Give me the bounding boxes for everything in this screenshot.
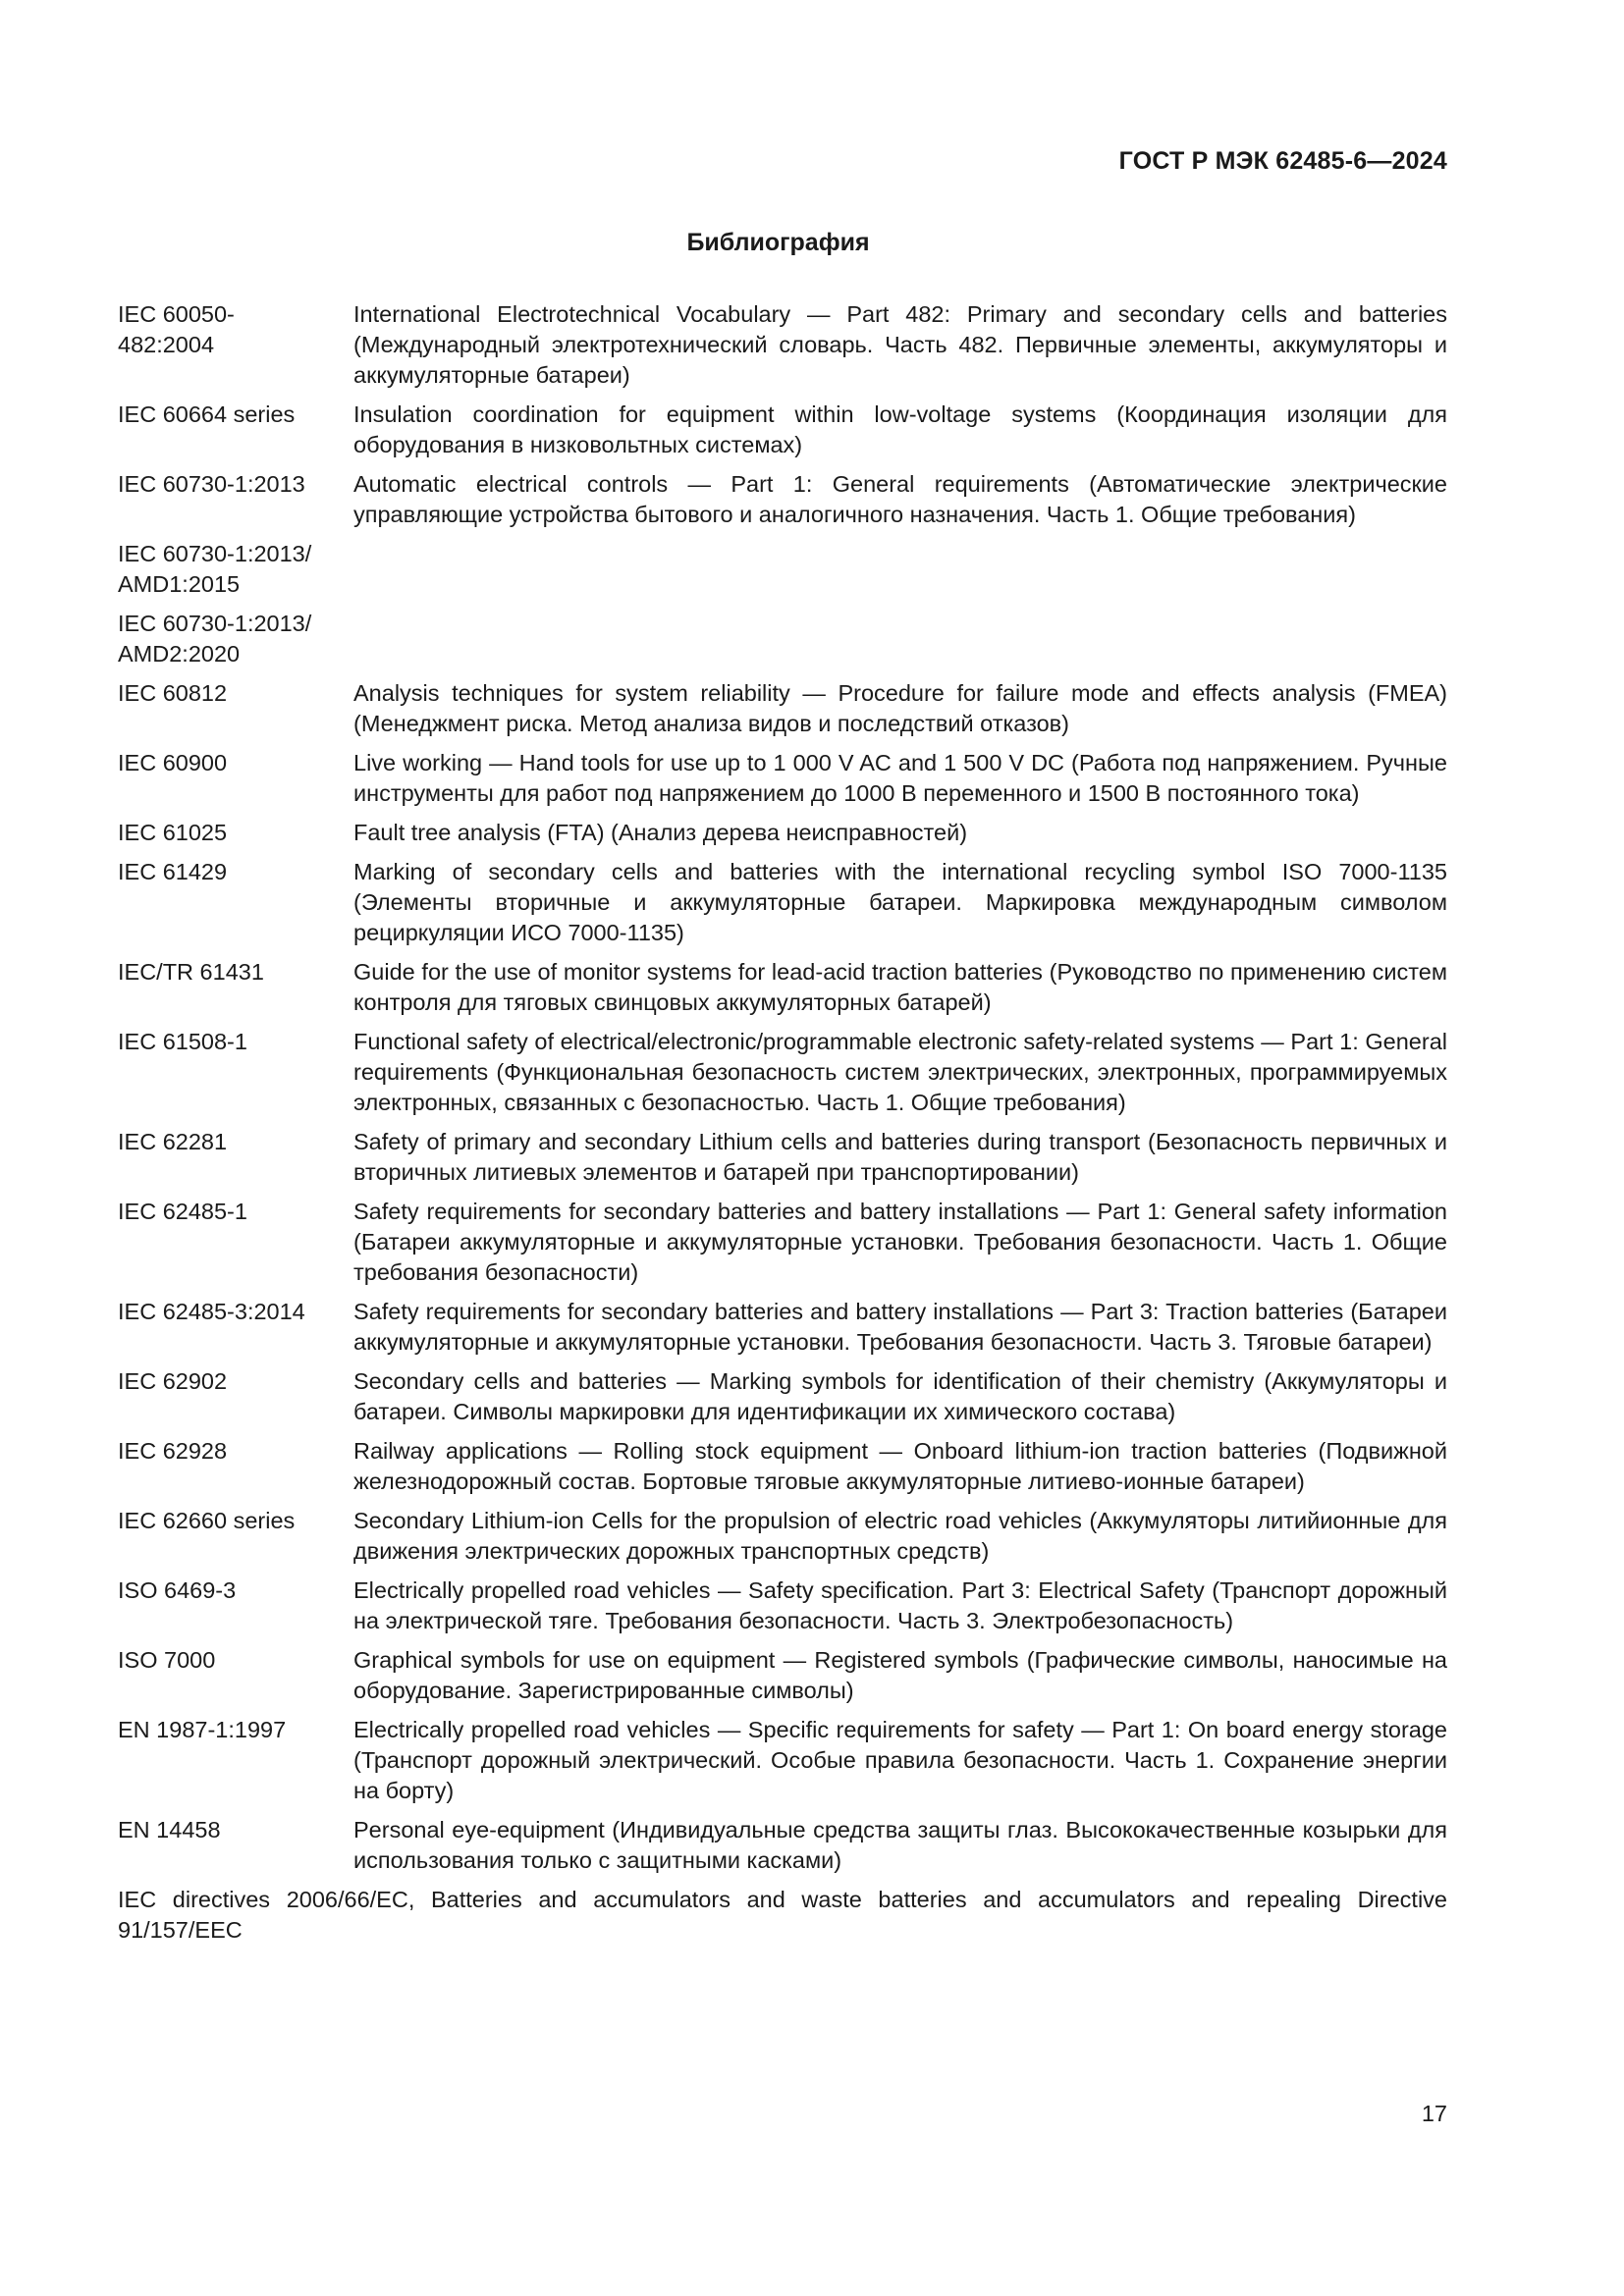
reference-title: Fault tree analysis (FTA) (Анализ дерева неисправностей) [353, 820, 968, 845]
reference-row [118, 1436, 1447, 1497]
reference-row [118, 1366, 1447, 1427]
reference-row [118, 1027, 1447, 1118]
reference-code: ISO 7000 [118, 1647, 216, 1673]
reference-code: IEC 60730-1:2013/ AMD1:2015 [118, 541, 312, 597]
reference-code: IEC 61508-1 [118, 1029, 247, 1054]
section-title: Библиография [686, 229, 870, 256]
page-number: 17 [1421, 2101, 1447, 2126]
reference-code: IEC 62485-1 [118, 1199, 247, 1224]
reference-code: IEC 60900 [118, 750, 228, 775]
reference-row [118, 1127, 1447, 1188]
reference-title: Safety requirements for secondary batteries and battery installations — Part 3: Traction batteries (Батареи аккумуляторные и аккумуляторные установки. Требования безопасности. Часть 3. Тяговые батареи) [353, 1299, 1447, 1355]
reference-title: Guide for the use of monitor systems for lead-acid traction batteries (Руководство по применению систем контроля для тяговых свинцовых аккумуляторных батарей) [353, 959, 1447, 1015]
reference-row [118, 469, 1447, 530]
reference-row [118, 539, 1447, 600]
reference-title: Personal eye-equipment (Индивидуальные средства защиты глаз. Высококачественные козырьки для использования только с защитными касками) [353, 1817, 1447, 1873]
reference-code: IEC 62485-3:2014 [118, 1299, 305, 1324]
reference-row [118, 1815, 1447, 1876]
reference-title: Analysis techniques for system reliability — Procedure for failure mode and effects analysis (FMEA) (Менеджмент риска. Метод анализа видов и последствий отказов) [353, 680, 1447, 736]
reference-title: Electrically propelled road vehicles — Specific requirements for safety — Part 1: On board energy storage (Транспорт дорожный электрический. Особые правила безопасности. Часть 1. Сохранение энергии на борту) [353, 1717, 1447, 1803]
reference-title: Secondary Lithium-ion Cells for the propulsion of electric road vehicles (Аккумуляторы литийионные для движения электрических дорожных транспортных средств) [353, 1508, 1447, 1564]
bibliography-list [118, 299, 1447, 1946]
reference-code: IEC 60664 series [118, 401, 296, 427]
reference-code: IEC 62928 [118, 1438, 228, 1464]
reference-title: Marking of secondary cells and batteries with the international recycling symbol ISO 7000-1135 (Элементы вторичные и аккумуляторные батареи. Маркировка международным символом рециркуляции ИСО 7000-1135) [353, 859, 1447, 945]
reference-code: ISO 6469-3 [118, 1577, 237, 1603]
reference-rows [118, 299, 1447, 1876]
reference-title: Graphical symbols for use on equipment — Registered symbols (Графические символы, наносимые на оборудование. Зарегистрированные символы) [353, 1647, 1447, 1703]
reference-row [118, 1715, 1447, 1806]
reference-title: Safety of primary and secondary Lithium cells and batteries during transport (Безопасность первичных и вторичных литиевых элементов и батарей при транспортировании) [353, 1129, 1447, 1185]
reference-title: Secondary cells and batteries — Marking symbols for identification of their chemistry (Аккумуляторы и батареи. Символы маркировки для идентификации их химического состава) [353, 1368, 1447, 1424]
reference-code: IEC 60730-1:2013/ AMD2:2020 [118, 611, 312, 667]
reference-row [118, 400, 1447, 460]
reference-code: IEC/TR 61431 [118, 959, 264, 985]
reference-row [118, 957, 1447, 1018]
reference-code: IEC 60050- 482:2004 [118, 301, 235, 357]
reference-code: IEC 62660 series [118, 1508, 296, 1533]
reference-row [118, 1506, 1447, 1567]
reference-title: Insulation coordination for equipment within low-voltage systems (Координация изоляции для оборудования в низковольтных системах) [353, 401, 1447, 457]
reference-row [118, 818, 1447, 848]
reference-code: IEC 62281 [118, 1129, 228, 1154]
bibliography-note: IEC directives 2006/66/EC, Batteries and accumulators and waste batteries and accumulators and repealing Directive 91/157/EEC [118, 1887, 1447, 1943]
document-code-header: ГОСТ Р МЭК 62485-6—2024 [1118, 147, 1447, 175]
reference-code: IEC 60812 [118, 680, 228, 706]
reference-row [118, 1297, 1447, 1358]
reference-code: EN 14458 [118, 1817, 221, 1842]
reference-code: EN 1987-1:1997 [118, 1717, 287, 1742]
reference-row [118, 857, 1447, 948]
reference-code: IEC 61025 [118, 820, 228, 845]
reference-title: Live working — Hand tools for use up to 1 000 V AC and 1 500 V DC (Работа под напряжением. Ручные инструменты для работ под напряжением до 1000 В переменного и 1500 В постоянного тока) [353, 750, 1447, 806]
reference-row [118, 1197, 1447, 1288]
reference-title: Automatic electrical controls — Part 1: General requirements (Автоматические электрические управляющие устройства бытового и аналогичного назначения. Часть 1. Общие требования) [353, 471, 1447, 527]
reference-code: IEC 60730-1:2013 [118, 471, 305, 497]
reference-row [118, 678, 1447, 739]
reference-title: International Electrotechnical Vocabulary — Part 482: Primary and secondary cells and batteries (Международный электротехнический словарь. Часть 482. Первичные элементы, аккумуляторы и аккумуляторные батареи) [353, 301, 1447, 388]
reference-title: Railway applications — Rolling stock equipment — Onboard lithium-ion traction batteries (Подвижной железнодорожный состав. Бортовые тяговые аккумуляторные литиево-ионные батареи) [353, 1438, 1447, 1494]
reference-code: IEC 62902 [118, 1368, 228, 1394]
reference-code: IEC 61429 [118, 859, 228, 884]
reference-row [118, 299, 1447, 391]
reference-title: Functional safety of electrical/electronic/programmable electronic safety-related systems — Part 1: General requirements (Функциональная безопасность систем электрических, электронных, программируемых электронных, связанных с безопасностью. Часть 1. Общие требования) [353, 1029, 1447, 1115]
reference-title: Safety requirements for secondary batteries and battery installations — Part 1: General safety information (Батареи аккумуляторные и аккумуляторные установки. Требования безопасности. Часть 1. Общие требования безопасности) [353, 1199, 1447, 1285]
reference-row [118, 748, 1447, 809]
reference-row [118, 1645, 1447, 1706]
reference-row [118, 609, 1447, 669]
reference-title: Electrically propelled road vehicles — Safety specification. Part 3: Electrical Safety (Транспорт дорожный на электрической тяге. Требования безопасности. Часть 3. Электробезопасность) [353, 1577, 1447, 1633]
reference-row [118, 1575, 1447, 1636]
